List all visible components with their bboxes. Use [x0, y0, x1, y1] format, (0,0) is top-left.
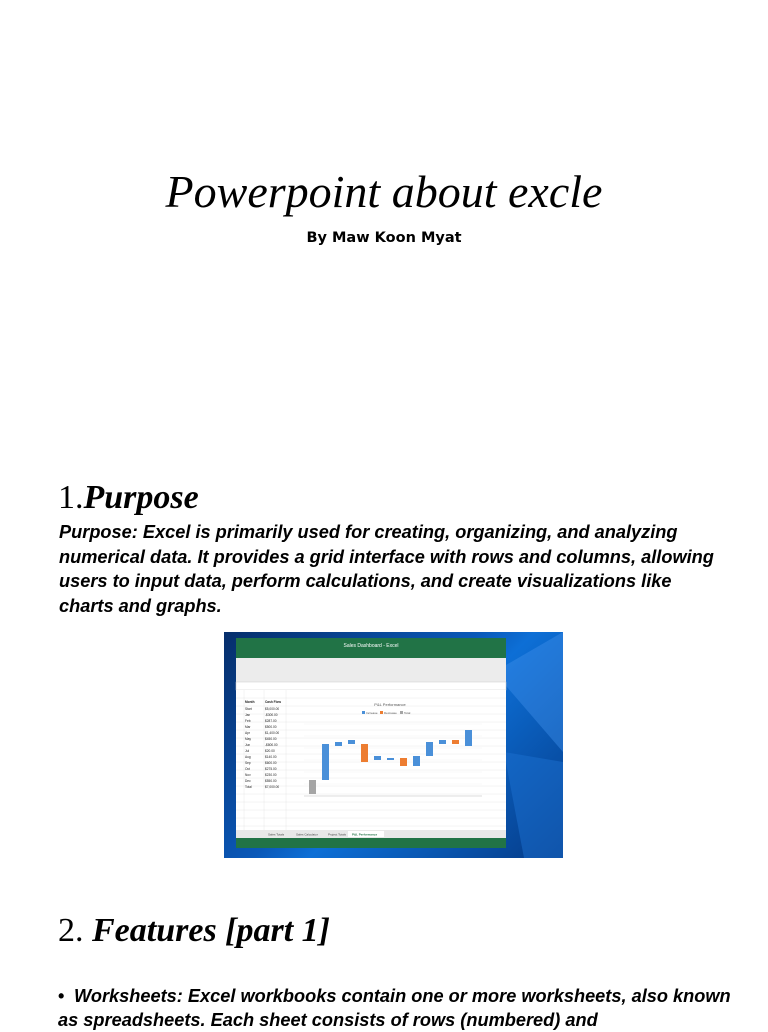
col-header-month: Month	[245, 700, 255, 704]
ribbon	[236, 658, 506, 682]
chart-title: P&L Performance	[374, 702, 406, 707]
row-label: Sep	[245, 761, 251, 765]
status-bar	[236, 838, 506, 848]
desktop-light-ray	[504, 752, 563, 858]
legend-increase: Increase	[366, 711, 378, 715]
excel-screenshot-svg	[224, 632, 563, 858]
row-value: $5,000.00	[265, 707, 280, 711]
ribbon-tabs	[236, 650, 506, 658]
row-value: $287.00	[265, 719, 277, 723]
row-label: Apr	[245, 731, 250, 735]
row-label: Jul	[245, 749, 250, 753]
row-label: Nov	[245, 773, 251, 777]
bar-nov	[452, 740, 459, 744]
bar-aug	[413, 756, 420, 766]
row-label: Aug	[245, 755, 251, 759]
bar-apr	[361, 744, 368, 762]
bar-jan	[322, 744, 329, 780]
row-value: $450.00	[265, 737, 277, 741]
bar-start	[309, 780, 316, 794]
row-label: Start	[245, 707, 252, 711]
row-value: $20.00	[265, 749, 275, 753]
bar-dec	[465, 730, 472, 746]
row-label: Dec	[245, 779, 251, 783]
row-label: May	[245, 737, 252, 741]
section-number: 2.	[58, 912, 92, 949]
row-value: -$800.00	[265, 743, 278, 747]
slide-title: Powerpoint about excle	[165, 166, 603, 217]
bar-mar	[348, 740, 355, 744]
formula-bar	[236, 682, 506, 690]
col-header-cashflow: Cash Flow	[265, 700, 281, 704]
section-heading-purpose	[58, 478, 199, 518]
section-heading-text: Purpose	[83, 479, 199, 516]
row-label: Mar	[245, 725, 251, 729]
bar-may	[374, 756, 381, 760]
row-value: $600.00	[265, 761, 277, 765]
section-number: 1.	[58, 479, 84, 516]
row-value: $275.00	[265, 767, 277, 771]
author-byline: By Maw Koon Myat	[306, 230, 462, 246]
legend-total: Total	[404, 711, 411, 715]
row-label: Oct	[245, 767, 250, 771]
section-heading-features	[58, 910, 330, 952]
row-label: Jan	[245, 713, 251, 717]
bar-jul	[400, 758, 407, 766]
bullet-worksheets	[58, 984, 738, 1032]
row-label: Feb	[245, 719, 251, 723]
legend-swatch-decrease	[380, 711, 383, 714]
bullet-text: Worksheets: Excel workbooks contain one or more worksheets, also known as spreadsheets. Each sheet consists of rows (numbered) and	[58, 986, 731, 1030]
sheet-tab-pl-performance[interactable]: P&L Performance	[352, 832, 378, 837]
row-label: Jun	[245, 743, 251, 747]
row-value: $140.00	[265, 755, 277, 759]
bar-sep	[426, 742, 433, 756]
row-label: Total	[245, 785, 252, 789]
purpose-paragraph: Purpose: Excel is primarily used for creating, organizing, and analyzing numerical data. It provides a grid interface with rows and columns, allowing users to input data, perform calculations, and create visualizations like charts and graphs.	[59, 522, 714, 616]
window-title: Sales Dashboard - Excel	[343, 643, 399, 649]
bar-oct	[439, 740, 446, 744]
sheet-tab-sales-totals[interactable]: Sales Totals	[268, 832, 285, 837]
sheet-tab-project-totals[interactable]: Project Totals	[328, 832, 346, 837]
row-value: $7,000.00	[265, 785, 280, 789]
row-value: -$300.00	[265, 713, 278, 717]
legend-swatch-total	[400, 711, 403, 714]
row-value: $230.00	[265, 773, 277, 777]
section-heading-text: Features [part 1]	[92, 912, 330, 949]
row-value: $500.00	[265, 725, 277, 729]
excel-screenshot	[224, 632, 563, 858]
bullet-symbol: •	[58, 986, 65, 1006]
sheet-tab-sales-calculator[interactable]: Sales Calculator	[296, 832, 318, 837]
row-value: $550.00	[265, 779, 277, 783]
legend-swatch-increase	[362, 711, 365, 714]
row-value: $1,400.00	[265, 731, 280, 735]
bar-feb	[335, 742, 342, 746]
legend-decrease: Decrease	[384, 711, 397, 715]
bar-jun	[387, 758, 394, 760]
